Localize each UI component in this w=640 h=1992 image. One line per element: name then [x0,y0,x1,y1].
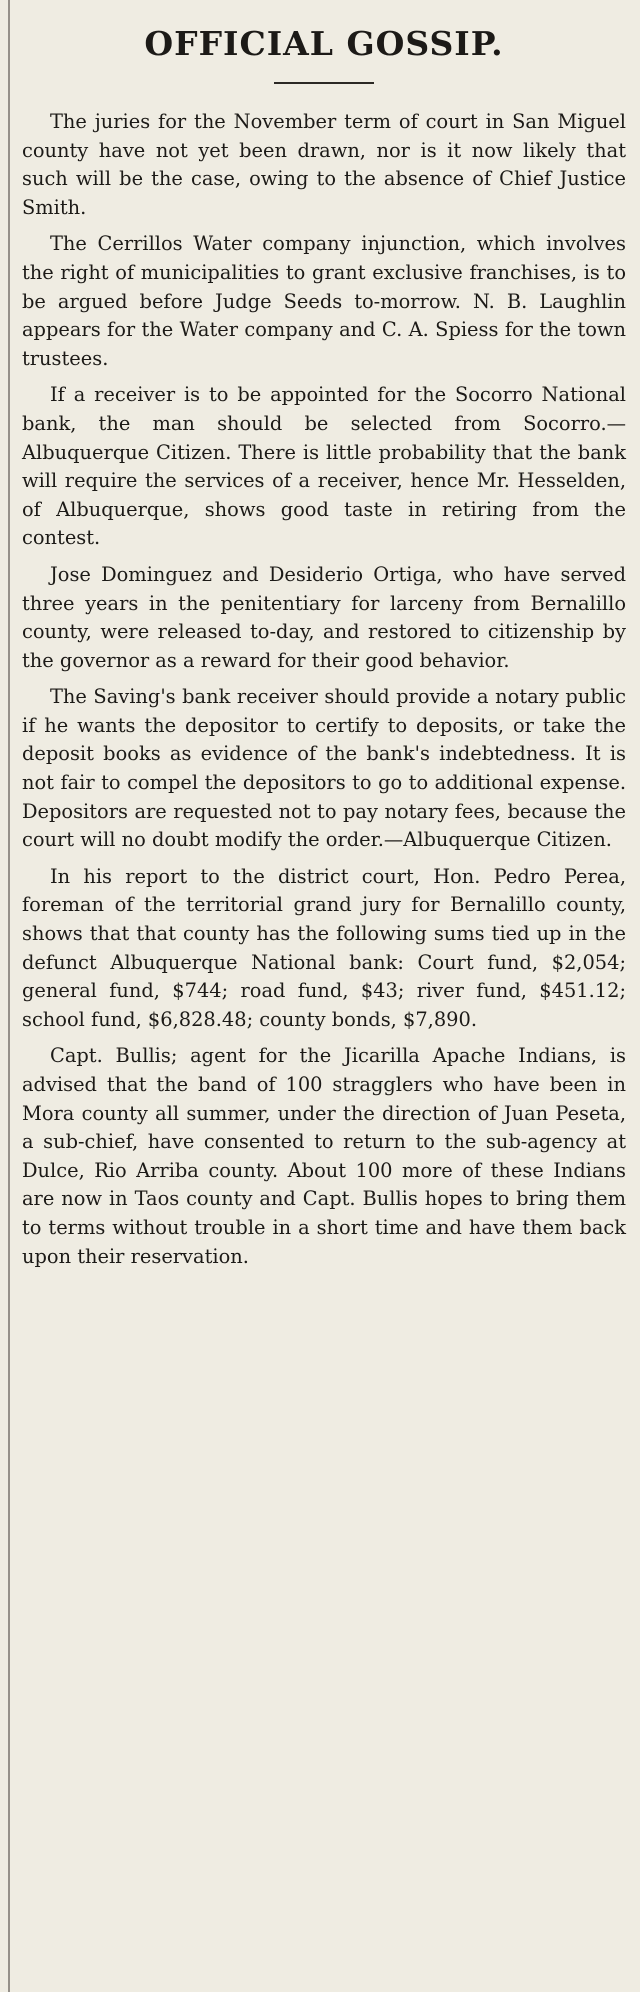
paragraph-grand-jury-report: In his report to the district court, Hon. Pedro Perea, foreman of the territorial grand jury for Bernalillo county, shows that that county has the following sums tied up in the defunct Albuquerque National bank: Court fund, $2,054; general fund, $744; road fund, $43; river fund, $451.12; school fund, $6,828.48; county bonds, $7,890. [22,864,626,1031]
paragraph-savings-bank: The Saving's bank receiver should provide a notary public if he wants the depositor to certify to deposits, or take the deposit books as evidence of the bank's indebtedness. It is not fair to compel the depositors to go to additional expense. Depositors are requested not to pay notary fees, because the court will no doubt modify the order.—Albuquerque Citizen. [22,685,626,852]
headline-divider [274,82,374,84]
article-column [22,0,626,1992]
paragraph-released-prisoners: Jose Dominguez and Desiderio Ortiga, who have served three years in the penitentiary for larceny from Bernalillo county, were released to-day, and restored to citizenship by the governor as a reward for their good behavior. [22,562,626,672]
article-body [22,108,626,1271]
paragraph-socorro-bank: If a receiver is to be appointed for the Socorro National bank, the man should be selected from Socorro.—Albuquerque Citizen. There is little probability that the bank will require the services of a receiver, hence Mr. Hesselden, of Albuquerque, shows good taste in retiring from the contest. [22,383,626,550]
article-headline: OFFICIAL GOSSIP. [144,24,504,63]
paragraph-jicarilla-apache: Capt. Bullis; agent for the Jicarilla Apache Indians, is advised that the band of 100 stragglers who have been in Mora county all summer, under the direction of Juan Peseta, a sub-chief, have consented to return to the sub-agency at Dulce, Rio Arriba county. About 100 more of these Indians are now in Taos county and Capt. Bullis hopes to bring them to terms without trouble in a short time and have them back upon their reservation. [22,1044,626,1268]
paragraph-cerrillos-water: The Cerrillos Water company injunction, which involves the right of municipalities to grant exclusive franchises, is to be argued before Judge Seeds to-morrow. N. B. Laughlin appears for the Water company and C. A. Spiess for the town trustees. [22,232,626,370]
column-rule [8,0,10,1992]
paragraph-juries: The juries for the November term of court in San Miguel county have not yet been drawn, nor is it now likely that such will be the case, owing to the absence of Chief Justice Smith. [22,110,626,219]
